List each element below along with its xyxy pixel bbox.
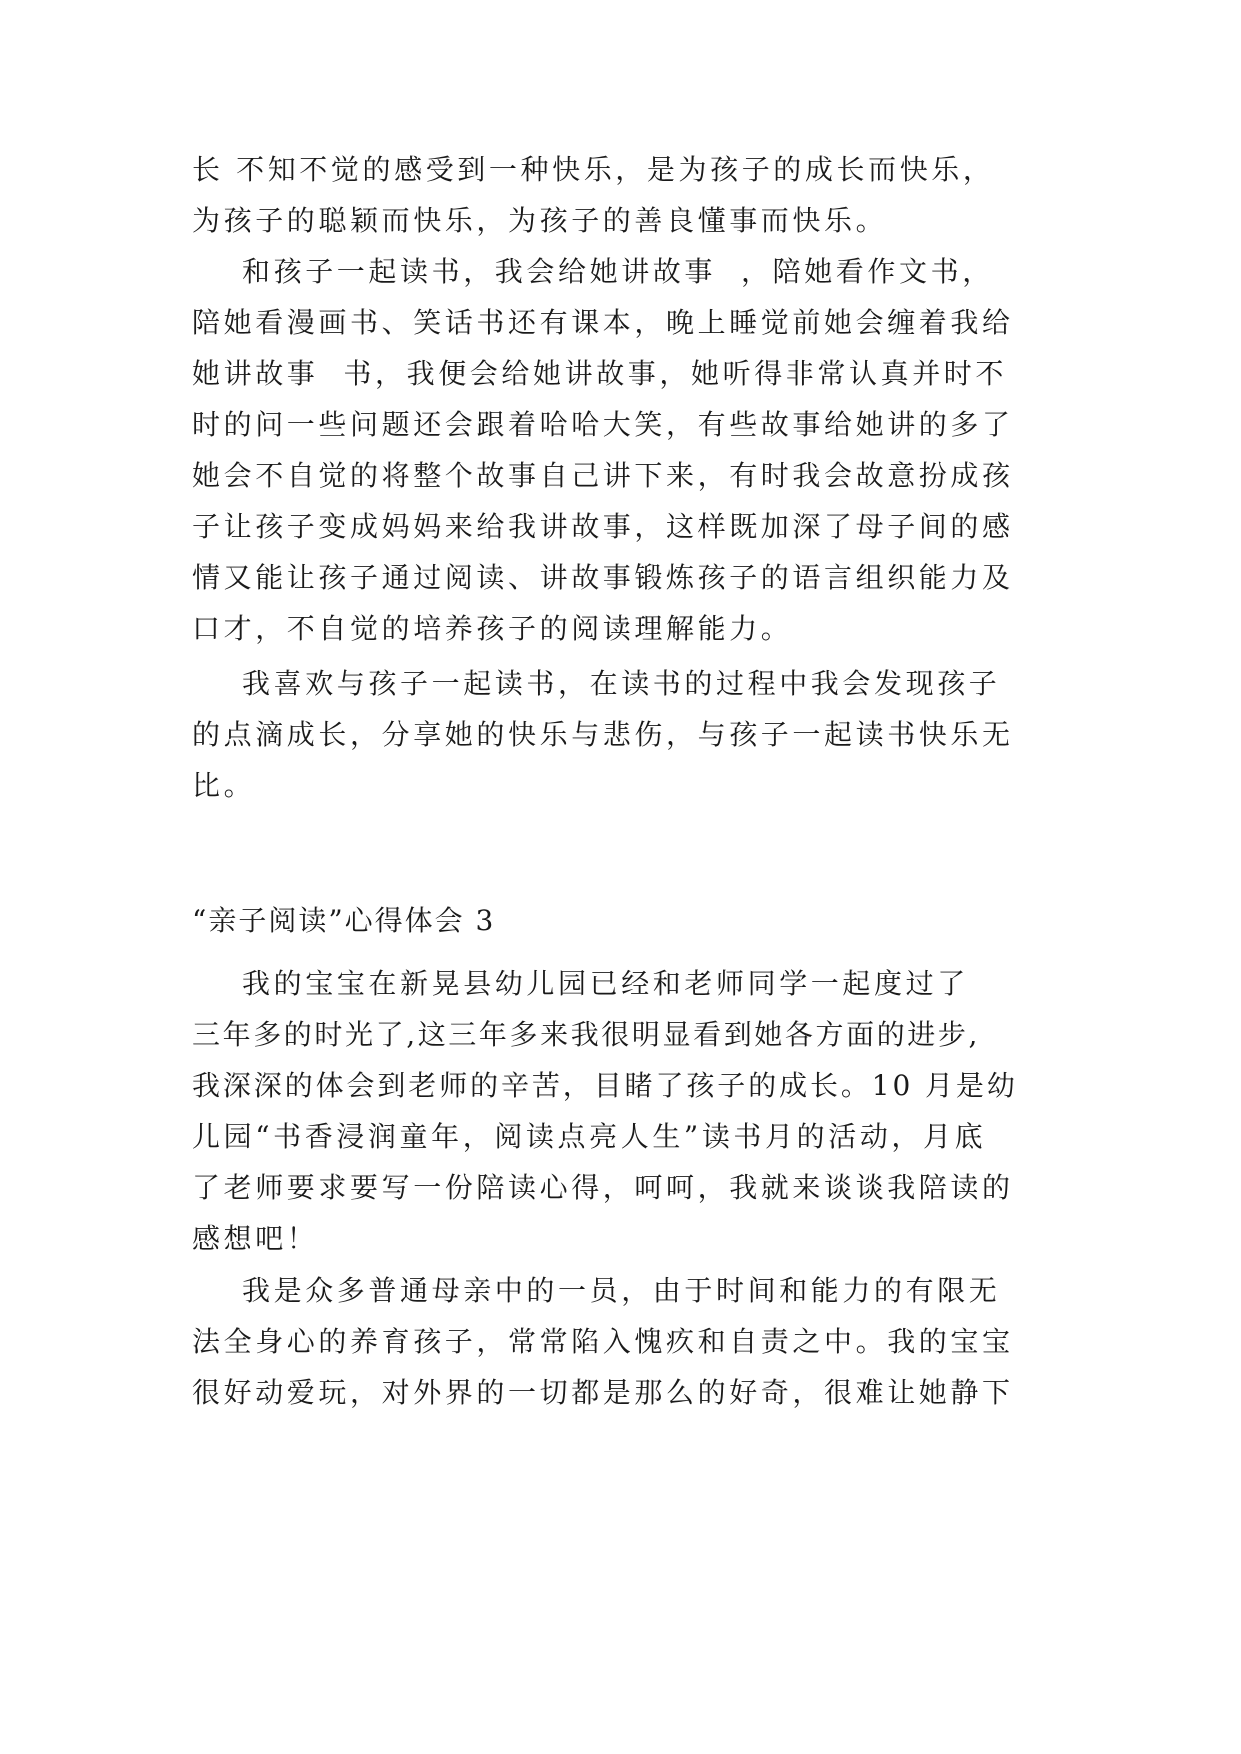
text-line: 比。 (192, 769, 256, 802)
text-line: 法全身心的养育孩子，常常陷入愧疚和自责之中。我的宝宝 (192, 1325, 1014, 1358)
paragraph-4 (192, 958, 1052, 1264)
text-line: 很好动爱玩，对外界的一切都是那么的好奇，很难让她静下 (192, 1376, 1014, 1409)
text-line: 时的问一些问题还会跟着哈哈大笑，有些故事给她讲的多了 (192, 408, 1014, 441)
paragraph-2 (192, 246, 1052, 654)
text-line: 情又能让孩子通过阅读、讲故事锻炼孩子的语言组织能力及 (192, 561, 1014, 594)
text-line: 儿园“书香浸润童年，阅读点亮人生”读书月的活动，月底 (192, 1120, 987, 1153)
text-line: 我喜欢与孩子一起读书，在读书的过程中我会发现孩子 (192, 667, 1001, 700)
text-line: 口才，不自觉的培养孩子的阅读理解能力。 (192, 612, 793, 645)
paragraph-3 (192, 658, 1052, 811)
text-line: 她讲故事 书，我便会给她讲故事，她听得非常认真并时不 (192, 357, 1008, 390)
text-line: 我深深的体会到老师的辛苦，目睹了孩子的成长。10 月是幼 (192, 1069, 1018, 1102)
text-line: 我是众多普通母亲中的一员，由于时间和能力的有限无 (192, 1274, 1001, 1307)
paragraph-1 (192, 144, 1052, 246)
text-line: 了老师要求要写一份陪读心得，呵呵，我就来谈谈我陪读的 (192, 1171, 1014, 1204)
section-heading: “亲子阅读”心得体会 3 (192, 904, 496, 937)
text-line: 和孩子一起读书，我会给她讲故事 ，陪她看作文书， (192, 255, 994, 288)
text-line: 感想吧！ (192, 1222, 319, 1255)
text-line: 她会不自觉的将整个故事自己讲下来，有时我会故意扮成孩 (192, 459, 1014, 492)
text-line: 为孩子的聪颖而快乐，为孩子的善良懂事而快乐。 (192, 204, 888, 237)
paragraph-5 (192, 1265, 1052, 1418)
text-line: 的点滴成长，分享她的快乐与悲伤，与孩子一起读书快乐无 (192, 718, 1014, 751)
text-line: 子让孩子变成妈妈来给我讲故事，这样既加深了母子间的感 (192, 510, 1014, 543)
text-line: 陪她看漫画书、笑话书还有课本，晚上睡觉前她会缠着我给 (192, 306, 1014, 339)
text-line: 三年多的时光了,这三年多来我很明显看到她各方面的进步, (192, 1018, 981, 1051)
text-line: 我的宝宝在新晃县幼儿园已经和老师同学一起度过了 (192, 967, 969, 1000)
text-line: 长 不知不觉的感受到一种快乐，是为孩子的成长而快乐， (192, 153, 995, 186)
